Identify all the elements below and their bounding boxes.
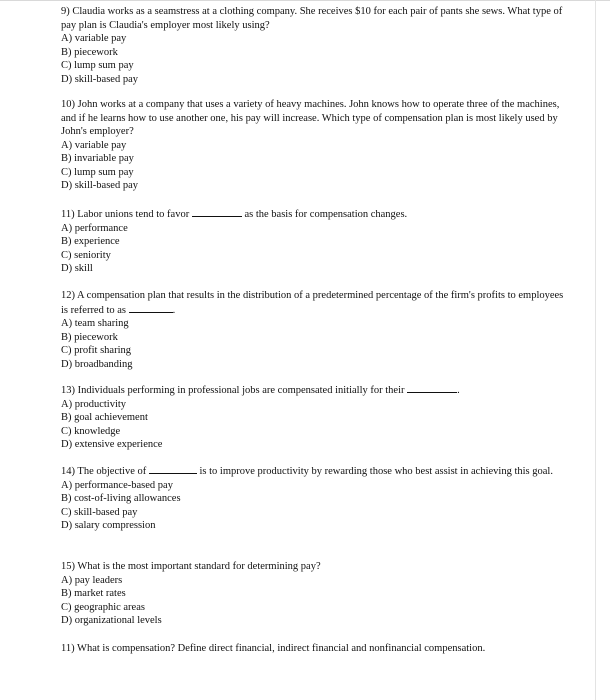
stem-after-blank: is to improve productivity by rewarding those who best assist in achieving this goal. (199, 466, 553, 477)
question-10 (61, 98, 566, 193)
question-12 (61, 289, 566, 371)
option-b: B) piecework (61, 331, 118, 343)
stem-after-blank: . (457, 385, 460, 396)
question-stem (61, 289, 566, 317)
option-b: B) piecework (61, 46, 118, 58)
stem-after-blank: as the basis for compensation changes. (244, 209, 408, 220)
stem-before-blank: 11) Labor unions tend to favor (61, 209, 190, 220)
page-top-edge (0, 0, 610, 1)
option-b: B) invariable pay (61, 153, 134, 164)
option-a: A) performance (61, 222, 128, 234)
answer-blank (129, 303, 173, 313)
option-b: B) goal achievement (61, 412, 148, 423)
option-d: D) extensive experience (61, 439, 163, 450)
option-b: B) cost-of-living allowances (61, 493, 181, 504)
question-15 (61, 560, 566, 628)
option-c: C) skill-based pay (61, 506, 138, 518)
option-c: C) profit sharing (61, 345, 131, 356)
answer-blank (149, 464, 197, 474)
question-stem: 9) Claudia works as a seamstress at a clothing company. She receives $10 for each pair of pants she sews. What type of pay plan is Claudia's employer most likely using? (61, 6, 563, 31)
option-d: D) skill-based pay (61, 73, 138, 85)
option-b: B) experience (61, 236, 120, 247)
question-14 (61, 464, 566, 533)
answer-blank (192, 207, 242, 217)
stem-before-blank: 12) A compensation plan that results in the distribution of a predetermined percentage of the firm's profits to employees is referred to as (61, 290, 564, 316)
option-d: D) skill-based pay (61, 180, 138, 191)
question-stem: 10) John works at a company that uses a variety of heavy machines. John knows how to operate three of the machines, and if he learns how to use another one, his pay will increase. Which type of compensation plan is most likely used by John's employer? (61, 99, 560, 137)
question-11 (61, 207, 566, 276)
stem-after-blank: . (172, 304, 176, 316)
option-a: A) productivity (61, 398, 127, 410)
stem-before-blank: 13) Individuals performing in professional jobs are compensated initially for their (61, 385, 405, 396)
option-a: A) team sharing (61, 318, 129, 329)
option-d: D) skill (61, 263, 93, 274)
essay-question (61, 642, 566, 656)
question-stem (61, 464, 566, 479)
page-right-edge (595, 0, 596, 700)
option-c: C) knowledge (61, 425, 121, 437)
option-c: C) lump sum pay (61, 60, 134, 71)
option-a: A) variable pay (61, 33, 127, 44)
question-9 (61, 5, 566, 86)
option-d: D) organizational levels (61, 615, 162, 626)
answer-blank (407, 383, 457, 393)
question-stem: 11) What is compensation? Define direct financial, indirect financial and nonfinancial compensation. (61, 643, 486, 654)
option-a: A) pay leaders (61, 574, 123, 586)
option-d: D) salary compression (61, 520, 156, 531)
option-a: A) variable pay (61, 139, 127, 151)
option-c: C) geographic areas (61, 601, 145, 613)
question-stem: 15) What is the most important standard for determining pay? (61, 561, 321, 572)
stem-before-blank: 14) The objective of (61, 466, 147, 477)
option-c: C) seniority (61, 249, 111, 261)
question-stem (61, 207, 566, 222)
question-13 (61, 383, 566, 452)
option-c: C) lump sum pay (61, 166, 134, 178)
option-a: A) performance-based pay (61, 479, 173, 491)
option-d: D) broadbanding (61, 358, 133, 370)
option-b: B) market rates (61, 588, 126, 599)
question-stem (61, 383, 566, 398)
